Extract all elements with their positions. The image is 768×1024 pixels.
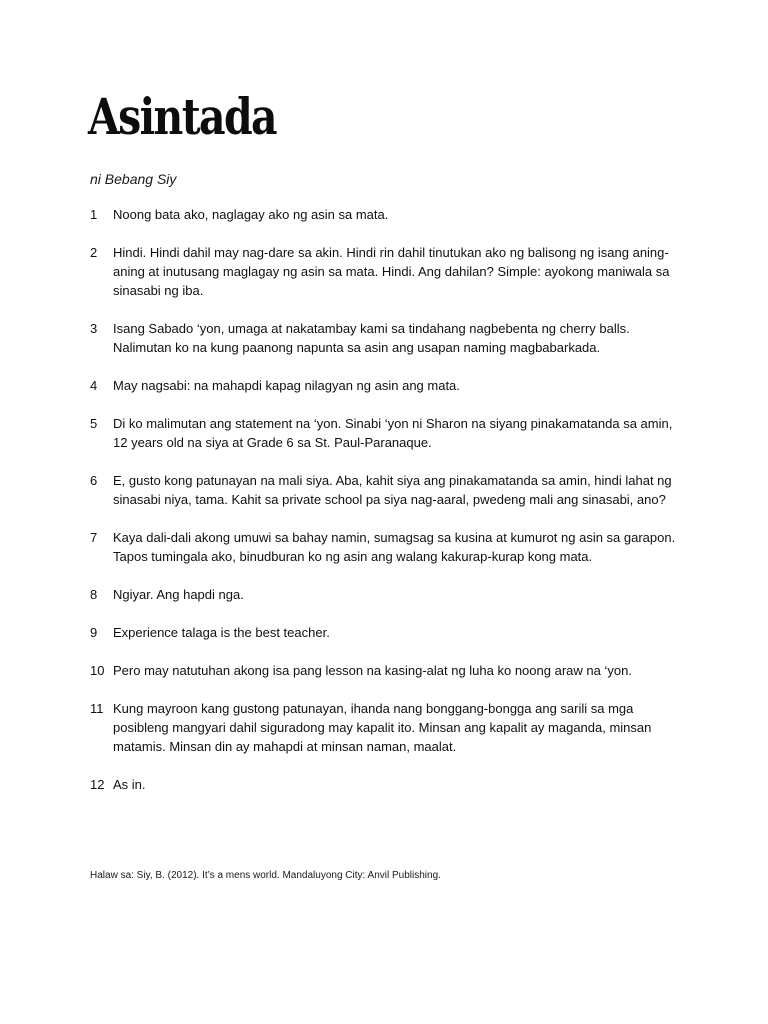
paragraph-text: Experience talaga is the best teacher. (113, 625, 330, 640)
paragraph (90, 376, 690, 395)
paragraph-number: 3 (90, 321, 98, 336)
paragraph-text: Noong bata ako, naglagay ako ng asin sa mata. (113, 207, 389, 222)
paragraph-text: May nagsabi: na mahapdi kapag nilagyan ng asin ang mata. (113, 378, 460, 393)
paragraph-number: 5 (90, 416, 98, 431)
paragraph (90, 699, 690, 756)
paragraph-number: 2 (90, 245, 98, 260)
paragraph-text: Hindi. Hindi dahil may nag-dare sa akin. Hindi rin dahil tinutukan ako ng balisong ng isang aning-aning at inutusang maglagay ng asin sa mata. Hindi. Ang dahilan? Simple: ayokong maniwala sa sinasabi ng iba. (113, 245, 670, 298)
paragraph (90, 205, 690, 224)
paragraph-text: Kaya dali-dali akong umuwi sa bahay namin, sumagsag sa kusina at kumurot ng asin sa garapon. Tapos tumingala ako, binudburan ko ng asin ang walang kakurap-kurap kong mata. (113, 530, 676, 564)
paragraph-number: 7 (90, 530, 98, 545)
paragraph-text: Di ko malimutan ang statement na ‘yon. Sinabi ‘yon ni Sharon na siyang pinakamatanda sa amin, 12 years old na siya at Grade 6 sa St. Paul-Paranaque. (113, 416, 673, 450)
paragraph-number: 10 (90, 663, 105, 678)
paragraph (90, 471, 690, 509)
paragraph-number: 6 (90, 473, 98, 488)
paragraph-text: As in. (113, 777, 146, 792)
paragraph-number: 8 (90, 587, 98, 602)
paragraph (90, 243, 690, 300)
paragraph (90, 528, 690, 566)
paragraph-number: 12 (90, 777, 105, 792)
paragraph-list (90, 205, 690, 813)
paragraph-text: E, gusto kong patunayan na mali siya. Aba, kahit siya ang pinakamatanda sa amin, hindi lahat ng sinasabi niya, tama. Kahit sa private school pa siya nag-aaral, pwedeng mali ang sinasabi, ano? (113, 473, 672, 507)
paragraph (90, 414, 690, 452)
paragraph-text: Kung mayroon kang gustong patunayan, ihanda nang bonggang-bongga ang sarili sa mga posibleng mangyari dahil siguradong may kapalit ito. Minsan ang kapalit ay maganda, minsan matamis. Minsan din ay mahapdi at minsan naman, maalat. (113, 701, 652, 754)
paragraph-text: Ngiyar. Ang hapdi nga. (113, 587, 244, 602)
paragraph (90, 661, 690, 680)
source-citation: Halaw sa: Siy, B. (2012). It’s a mens world. Mandaluyong City: Anvil Publishing. (90, 870, 441, 881)
paragraph-number: 4 (90, 378, 98, 393)
paragraph-text: Pero may natutuhan akong isa pang lesson na kasing-alat ng luha ko noong araw na ‘yon. (113, 663, 632, 678)
paragraph-text: Isang Sabado ‘yon, umaga at nakatambay kami sa tindahang nagbebenta ng cherry balls. Nalimutan ko na kung paanong napunta sa asin ang usapan naming magbabarkada. (113, 321, 630, 355)
paragraph (90, 585, 690, 604)
paragraph-number: 11 (90, 701, 104, 716)
document-title: Asintada (88, 87, 276, 146)
paragraph-number: 9 (90, 625, 98, 640)
paragraph (90, 623, 690, 642)
paragraph (90, 775, 690, 794)
paragraph-number: 1 (90, 207, 98, 222)
document-author: ni Bebang Siy (90, 171, 177, 187)
paragraph (90, 319, 690, 357)
